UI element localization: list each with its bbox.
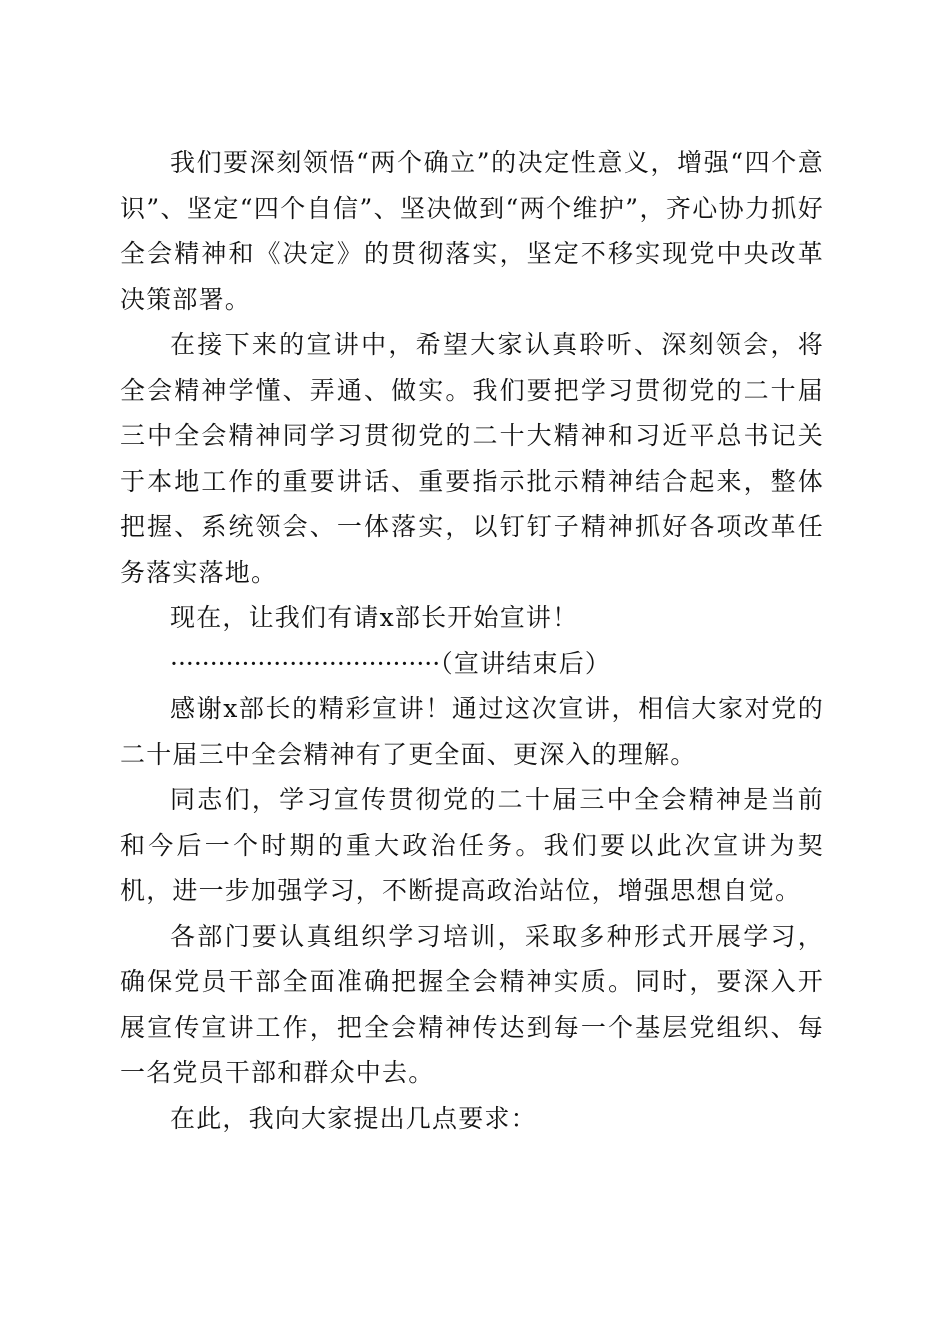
- separator-note: （宣讲结束后）: [440, 648, 612, 678]
- paragraph-thanks: 感谢x部长的精彩宣讲！通过这次宣讲，相信大家对党的二十届三中全会精神有了更全面、更深入的理解。: [120, 694, 824, 769]
- separator-line: [120, 641, 824, 687]
- paragraph-department-training: 各部门要认真组织学习培训，采取多种形式开展学习，确保党员干部全面准确把握全会精神实质。同时，要深入开展宣传宣讲工作，把全会精神传达到每一个基层党组织、每一名党员干部和群众中去。: [120, 921, 824, 1087]
- separator-dots: ··································: [170, 648, 441, 678]
- document-body: [120, 140, 824, 1141]
- paragraph-upcoming-lecture: 在接下来的宣讲中，希望大家认真聆听、深刻领会，将全会精神学懂、弄通、做实。我们要把学习贯彻党的二十届三中全会精神同学习贯彻党的二十大精神和习近平总书记关于本地工作的重要讲话、重要指示批示精神结合起来，整体把握、系统领会、一体落实，以钉钉子精神抓好各项改革任务落实落地。: [120, 330, 824, 587]
- paragraph-political-task: 同志们，学习宣传贯彻党的二十届三中全会精神是当前和今后一个时期的重大政治任务。我们要以此次宣讲为契机，进一步加强学习，不断提高政治站位，增强思想自觉。: [120, 785, 824, 905]
- paragraph-two-establishments: 我们要深刻领悟“两个确立”的决定性意义，增强“四个意识”、坚定“四个自信”、坚决做到“两个维护”，齐心协力抓好全会精神和《决定》的贯彻落实，坚定不移实现党中央改革决策部署。: [120, 148, 824, 314]
- paragraph-requirements: 在此，我向大家提出几点要求：: [170, 1103, 537, 1133]
- paragraph-invite-speaker: 现在，让我们有请x部长开始宣讲！: [170, 603, 579, 632]
